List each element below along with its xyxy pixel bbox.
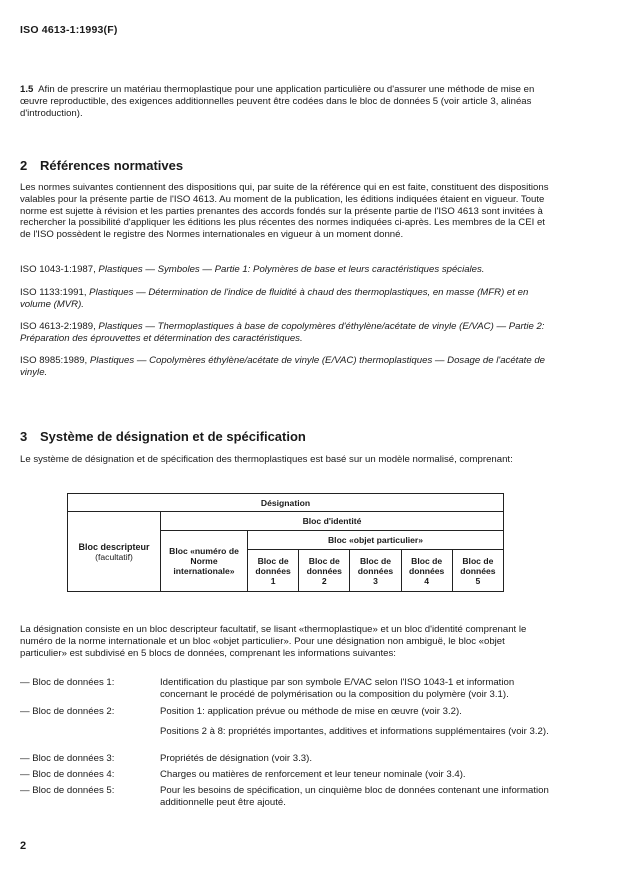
section-3-heading [20, 429, 306, 444]
data-block-label: — Bloc de données 5: [20, 785, 115, 796]
paragraph-1-5 [20, 84, 552, 119]
data-block-label: Bloc de données [306, 555, 342, 576]
page-number: 2 [20, 840, 27, 852]
section-3-intro: Le système de désignation et de spécification des thermoplastiques est basé sur un modèle normalisé, comprenant: [20, 454, 513, 465]
reference-id: ISO 4613-2:1989, [20, 321, 96, 332]
reference-item [20, 321, 552, 345]
reference-item [20, 287, 552, 311]
reference-title: Plastiques — Copolymères éthylène/acétate de vinyle (E/VAC) thermoplastiques — Dosage de l'acétate de vinyle. [20, 355, 546, 378]
table-cell-norme: Bloc «numéro de Norme internationale» [161, 531, 248, 592]
table-cell-data-block [350, 550, 401, 592]
section-title: Système de désignation et de spécification [40, 429, 306, 444]
table-cell-data-block [248, 550, 299, 592]
data-block-label: Bloc de données [357, 555, 394, 576]
data-block-definition: Charges ou matières de renforcement et leur teneur nominale (voir 3.4). [160, 769, 466, 780]
data-block-label: Bloc de données [460, 555, 496, 576]
data-block-label: Bloc de données [408, 555, 445, 576]
table-header-objet: Bloc «objet particulier» [248, 531, 504, 550]
data-block-definition: Pour les besoins de spécification, un cinquième bloc de données contenant une information additionnelle peut être ajouté. [160, 785, 549, 808]
reference-item [20, 264, 552, 276]
reference-id: ISO 1133:1991, [20, 287, 87, 298]
reference-title: Plastiques — Symboles — Partie 1: Polymères de base et leurs caractéristiques spéciales. [98, 264, 485, 275]
data-block-definition: Identification du plastique par son symbole E/VAC selon l'ISO 1043-1 et information concernant le procédé de polymérisation ou la composition du polymère (voir 3.1). [160, 677, 515, 700]
data-block-number: 1 [270, 575, 276, 586]
data-block-number: 3 [373, 575, 378, 586]
table-header-designation: Désignation [68, 494, 504, 512]
reference-item [20, 355, 552, 379]
data-block-label: — Bloc de données 4: [20, 769, 115, 780]
descripteur-label: Bloc descripteur [78, 541, 150, 552]
paragraph-number: 1.5 [20, 84, 34, 95]
data-block-number: 2 [321, 575, 327, 586]
reference-id: ISO 1043-1:1987, [20, 264, 96, 275]
section-title: Références normatives [40, 158, 184, 173]
data-block-label: — Bloc de données 1: [20, 677, 115, 688]
table-header-bloc-identite: Bloc d'identité [161, 512, 504, 531]
designation-table [67, 493, 504, 592]
table-cell-data-block [299, 550, 350, 592]
data-block-label: — Bloc de données 2: [20, 706, 115, 717]
data-block-number: 5 [475, 575, 481, 586]
data-block-label: — Bloc de données 3: [20, 753, 115, 764]
table-cell-descripteur [68, 512, 161, 592]
table-cell-data-block [452, 550, 503, 592]
paragraph-text: Afin de prescrire un matériau thermoplastique pour une application particulière ou d'assurer une méthode de mise en œuvre reproductible, des exigences additionnelles peuvent être codées dans le bloc de données 5 (voir article 3, alinéas d'introduction). [20, 84, 535, 119]
section-number: 3 [20, 429, 28, 444]
section-number: 2 [20, 158, 28, 173]
reference-title: Plastiques — Détermination de l'indice de fluidité à chaud des thermoplastiques, en masse (MFR) et en volume (MVR). [20, 287, 529, 310]
section-2-heading [20, 158, 183, 173]
document-header: ISO 4613-1:1993(F) [20, 24, 118, 36]
section-2-intro: Les normes suivantes contiennent des dispositions qui, par suite de la référence qui en est faite, constituent des dispositions valables pour la présente partie de l'ISO 4613. Au moment de la publication, les éditions indiquées étaient en vigueur. Toute norme est sujette à révision et les parties prenantes des accords fondés sur la présente partie de l'ISO 4613 sont invitées à rechercher la possibilité d'appliquer les éditions les plus récentes des normes indiquées ci-après. Les membres de la CEI et de l'ISO possèdent le registre des Normes internationales en vigueur à un moment donné. [20, 182, 549, 241]
designation-explanation: La désignation consiste en un bloc descripteur facultatif, se lisant «thermoplastique» et un bloc d'identité comprenant le numéro de la norme internationale et un bloc «objet particulier». Pour une désignation non ambiguë, le bloc «objet particulier» est subdivisé en 5 blocs de données, comprenant les informations suivantes: [20, 624, 527, 659]
data-block-number: 4 [424, 575, 430, 586]
table-cell-data-block [401, 550, 452, 592]
data-block-definition: Propriétés de désignation (voir 3.3). [160, 753, 312, 764]
descripteur-note: (facultatif) [95, 551, 133, 562]
data-block-definition: Position 1: application prévue ou méthode de mise en œuvre (voir 3.2). [160, 706, 462, 717]
data-block-label: Bloc de données [255, 555, 291, 576]
reference-id: ISO 8985:1989, [20, 355, 88, 366]
reference-title: Plastiques — Thermoplastiques à base de copolymères d'éthylène/acétate de vinyle (E/VAC) — Partie 2: Préparation des éprouvettes et détermination des caractéristiques. [20, 321, 545, 344]
data-block-definition: Positions 2 à 8: propriétés importantes, additives et informations supplémentaires (voir 3.2). [160, 726, 549, 737]
